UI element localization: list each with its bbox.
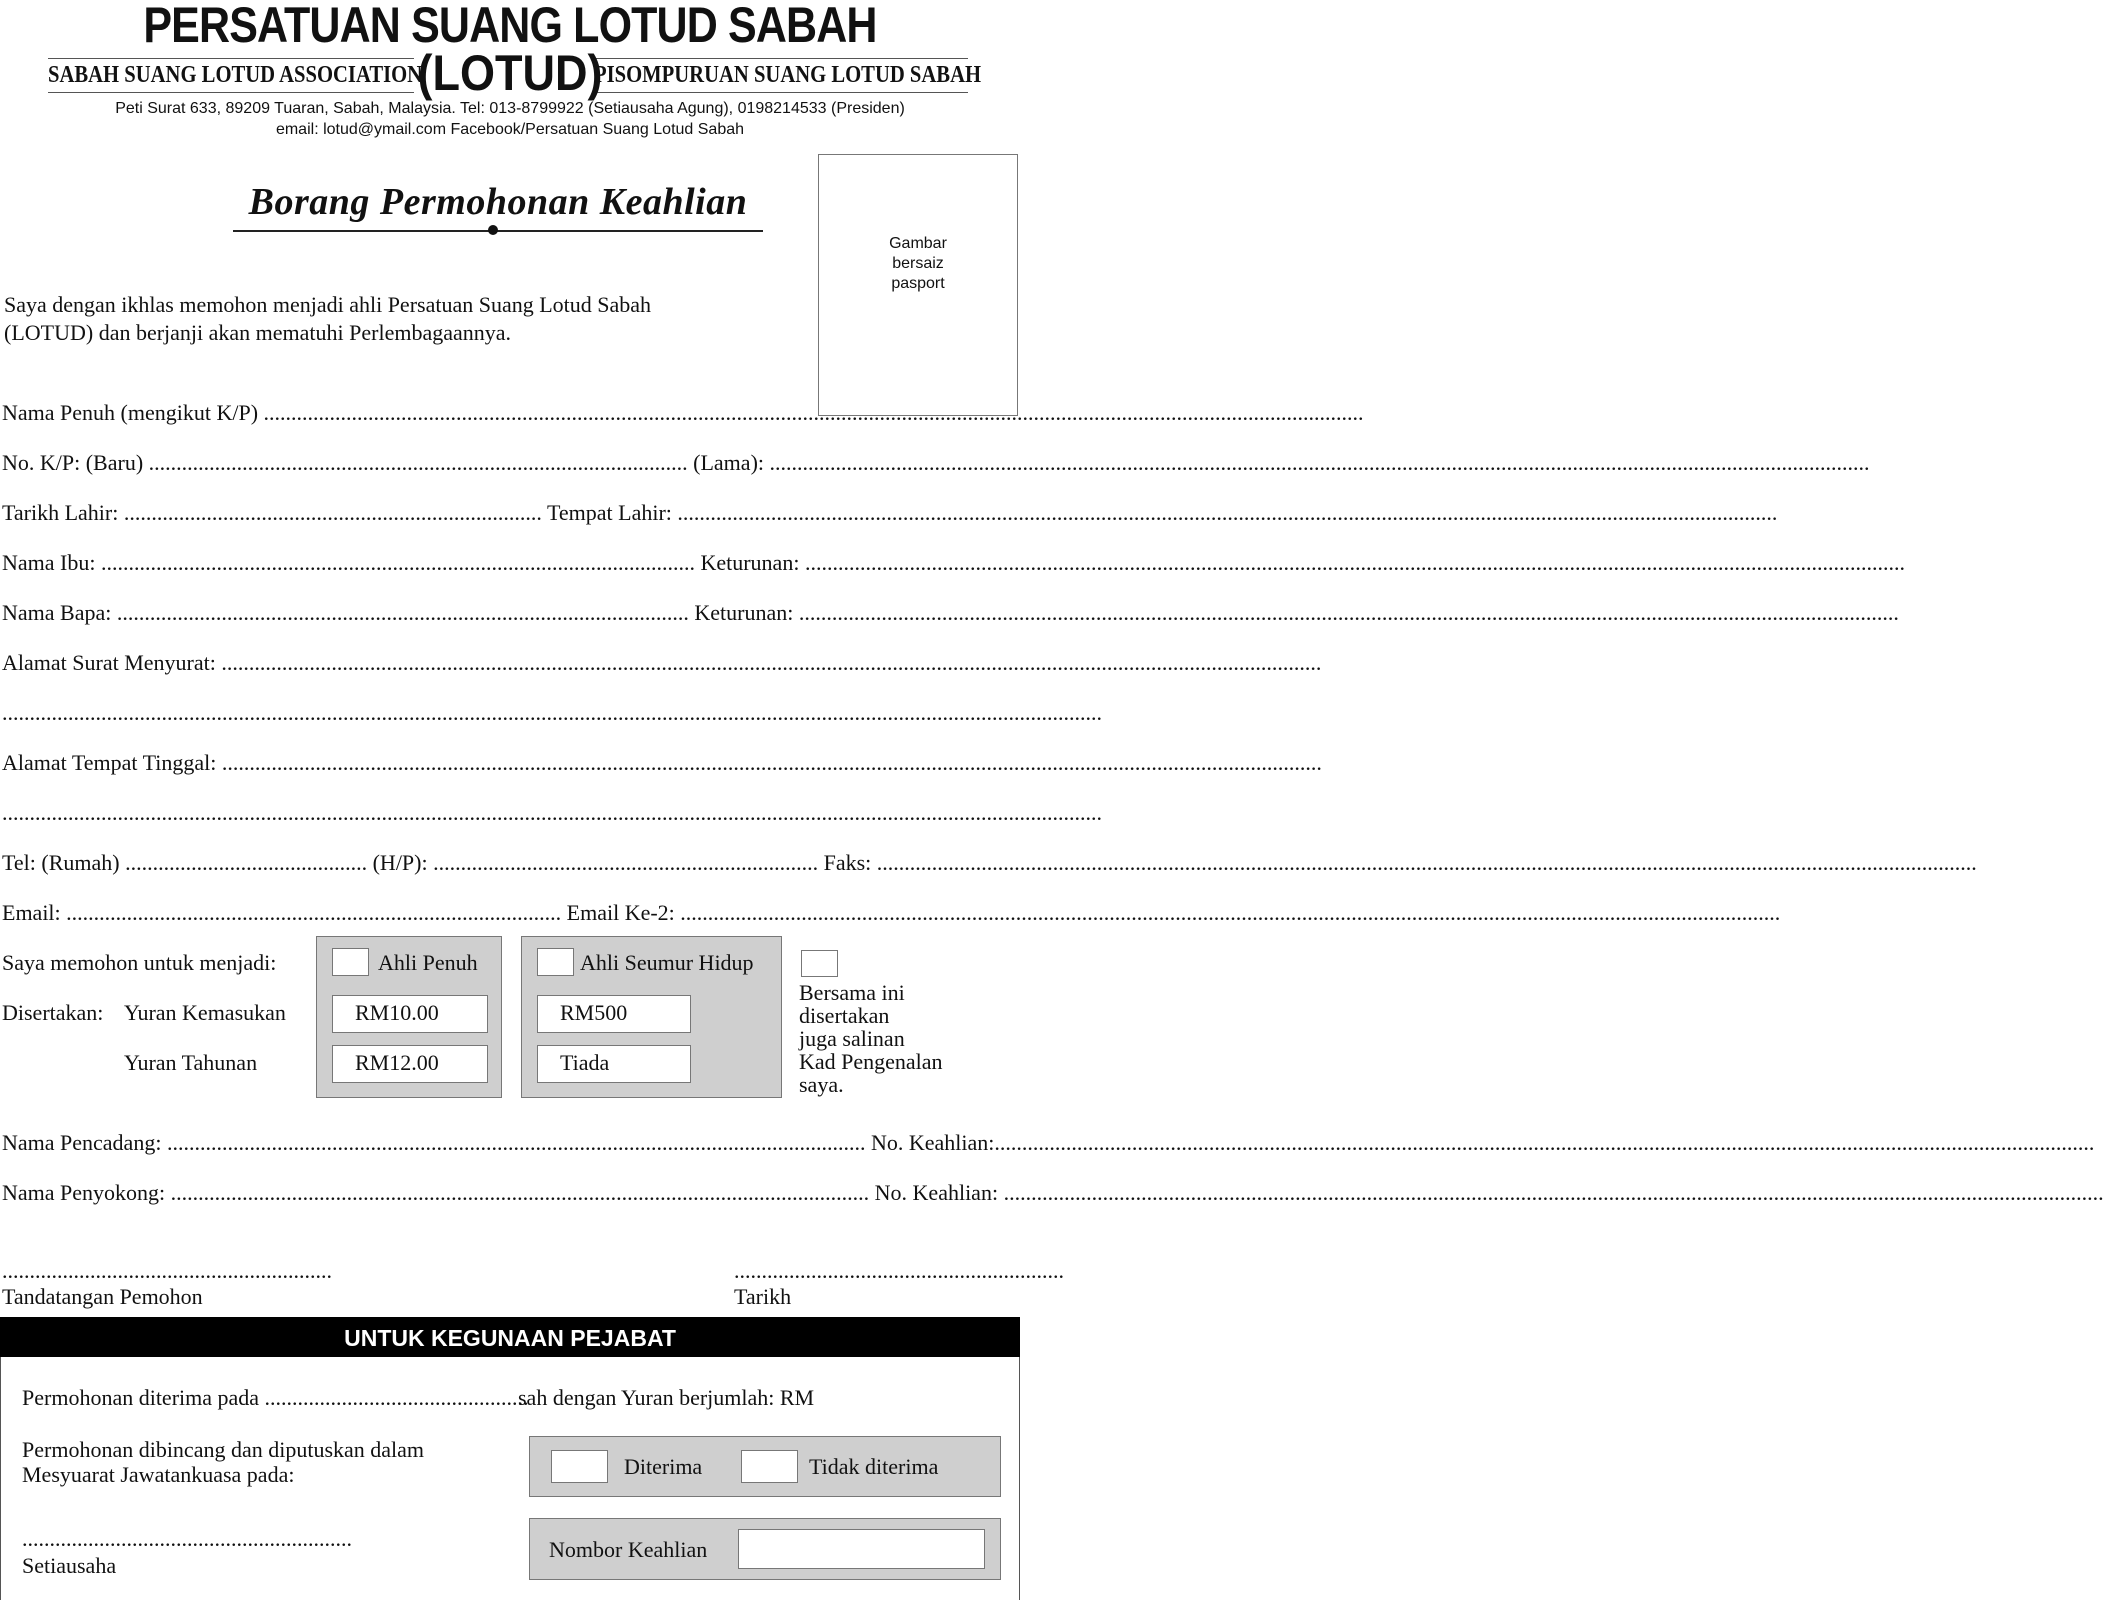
intro-line-1: Saya dengan ikhlas memohon menjadi ahli Persatuan Suang Lotud Sabah [4,292,652,317]
mother-ethnicity-dotted-line[interactable]: ........................................................................................................................................................................................................ [804,550,1905,575]
title-ornament-dot [488,225,498,235]
email-dotted-line[interactable]: .......................................................................................... [66,900,562,925]
full-name-row[interactable] [2,400,1364,426]
ic-note-line: Bersama ini [799,980,905,1005]
received-on-label: Permohonan diterima pada [22,1385,260,1410]
fee-total-label: sah dengan Yuran berjumlah: RM [518,1385,815,1410]
mailing-address-row[interactable] [2,650,1322,676]
father-ethnicity-dotted-line[interactable]: ........................................................................................................................................................................................................ [798,600,1899,625]
life-member-label: Ahli Seumur Hidup [580,950,754,975]
accepted-label: Diterima [624,1454,703,1479]
full-member-entry-fee: RM10.00 [332,995,488,1033]
fax-label: Faks: [823,850,872,875]
date-signature-line[interactable] [734,1258,1064,1284]
birth-place-label: Tempat Lahir: [546,500,672,525]
email2-label: Email Ke-2: [566,900,675,925]
life-member-checkbox[interactable] [537,948,574,976]
secretary-signature-line[interactable] [22,1526,352,1552]
email-row[interactable] [2,900,1781,926]
birth-date-label: Tarikh Lahir: [2,500,119,525]
life-member-entry-fee: RM500 [537,995,691,1033]
attached-label: Disertakan: [2,1000,104,1025]
mobile-phone-label: (H/P): [372,850,428,875]
ic-new-dotted-line[interactable]: .................................................................................................. [148,450,688,475]
seconder-row[interactable] [2,1180,2104,1206]
proposer-row[interactable] [2,1130,2095,1156]
organization-abbreviation: (LOTUD) [417,45,603,101]
fax-dotted-line[interactable]: ........................................................................................................................................................................................................ [876,850,1977,875]
applicant-signature-line[interactable] [2,1258,332,1284]
seconder-member-no-label: No. Keahlian: [874,1180,999,1205]
applicant-signature-label: Tandatangan Pemohon [2,1284,203,1309]
ic-copy-checkbox[interactable] [801,950,838,977]
rejected-label: Tidak diterima [809,1454,939,1479]
father-ethnicity-label: Keturunan: [694,600,794,625]
residential-address-row[interactable] [2,750,1322,776]
father-name-dotted-line[interactable]: ........................................................................................................ [116,600,689,625]
life-member-annual-fee: Tiada [537,1045,691,1083]
proposer-member-no-label: No. Keahlian: [870,1130,995,1155]
proposer-dotted-line[interactable]: ............................................................................................................................... [166,1130,866,1155]
organization-address: Peti Surat 633, 89209 Tuaran, Sabah, Malaysia. Tel: 013-8799922 (Setiausaha Agung), 0198214533 (Presiden) [115,100,905,117]
phone-row[interactable] [2,850,1977,876]
member-number-input[interactable] [738,1529,985,1569]
birth-date-dotted-line[interactable]: ............................................................................ [123,500,542,525]
member-number-label: Nombor Keahlian [549,1537,708,1562]
full-member-label: Ahli Penuh [378,950,478,975]
entry-fee-label: Yuran Kemasukan [124,1000,286,1025]
birth-row[interactable] [2,500,1778,526]
ic-new-label: No. K/P: (Baru) [2,450,144,475]
birth-place-dotted-line[interactable]: ........................................................................................................................................................................................................ [677,500,1778,525]
date-label: Tarikh [734,1284,792,1309]
title-underline [233,230,763,232]
applicant-signature-dots[interactable]: ............................................................ [2,1258,332,1283]
ic-note-line: saya. [799,1072,844,1097]
organization-english-name: SABAH SUANG LOTUD ASSOCIATION [48,62,423,88]
mother-name-label: Nama Ibu: [2,550,96,575]
seconder-dotted-line[interactable]: ............................................................................................................................... [170,1180,870,1205]
ic-note-line: disertakan [799,1003,890,1028]
mother-ethnicity-label: Keturunan: [700,550,800,575]
residential-address-row-2[interactable] [2,800,1102,826]
residential-address-dotted-line[interactable]: ........................................................................................................................................................................................................ [221,750,1322,775]
apply-as-label: Saya memohon untuk menjadi: [2,950,277,975]
full-name-dotted-line[interactable]: ........................................................................................................................................................................................................ [263,400,1364,425]
secretary-signature-dots[interactable]: ............................................................ [22,1526,352,1551]
full-member-annual-fee: RM12.00 [332,1045,488,1083]
seconder-member-no-dotted-line[interactable]: ........................................................................................................................................................................................................ [1003,1180,2104,1205]
residential-address-dotted-line-2[interactable]: ........................................................................................................................................................................................................ [2,800,1102,825]
mobile-phone-dotted-line[interactable]: ...................................................................... [433,850,819,875]
mailing-address-row-2[interactable] [2,700,1102,726]
accepted-checkbox[interactable] [551,1450,608,1483]
ic-note-line: Kad Pengenalan [799,1049,943,1074]
received-on-row[interactable] [22,1385,529,1411]
ic-old-dotted-line[interactable]: ........................................................................................................................................................................................................ [769,450,1870,475]
annual-fee-label: Yuran Tahunan [124,1050,258,1075]
office-use-title: UNTUK KEGUNAAN PEJABAT [0,1317,1020,1357]
home-phone-dotted-line[interactable]: ............................................ [125,850,368,875]
father-name-label: Nama Bapa: [2,600,112,625]
rejected-checkbox[interactable] [741,1450,798,1483]
proposer-label: Nama Pencadang: [2,1130,162,1155]
passport-photo-label: Gambar bersaiz pasport [889,235,947,292]
email-label: Email: [2,900,61,925]
organization-contact: email: lotud@ymail.com Facebook/Persatuan Suang Lotud Sabah [275,121,745,138]
email2-dotted-line[interactable]: ........................................................................................................................................................................................................ [680,900,1781,925]
received-on-dotted-line[interactable]: ................................................ [264,1385,529,1410]
secretary-label: Setiausaha [22,1553,117,1578]
intro-line-2: (LOTUD) dan berjanji akan mematuhi Perlembagaannya. [4,320,512,345]
date-signature-dots[interactable]: ............................................................ [734,1258,1064,1283]
ic-copy-note [799,981,943,1096]
residential-address-label: Alamat Tempat Tinggal: [2,750,217,775]
mother-row[interactable] [2,550,1905,576]
mailing-address-label: Alamat Surat Menyurat: [2,650,216,675]
seconder-label: Nama Penyokong: [2,1180,166,1205]
full-name-label: Nama Penuh (mengikut K/P) [2,400,259,425]
father-row[interactable] [2,600,1899,626]
home-phone-label: Tel: (Rumah) [2,850,120,875]
form-title: Borang Permohonan Keahlian [248,181,748,223]
discussed-line-2: Mesyuarat Jawatankuasa pada: [22,1462,295,1487]
discussed-line-1: Permohonan dibincang dan diputuskan dalam [22,1437,425,1462]
ic-note-line: juga salinan [799,1026,905,1051]
ic-old-label: (Lama): [693,450,765,475]
organization-name: PERSATUAN SUANG LOTUD SABAH [143,0,877,53]
ic-row[interactable] [2,450,1870,476]
mother-name-dotted-line[interactable]: ............................................................................................................ [100,550,695,575]
mailing-address-dotted-line[interactable]: ........................................................................................................................................................................................................ [221,650,1322,675]
proposer-member-no-dotted-line[interactable]: ........................................................................................................................................................................................................ [994,1130,2095,1155]
full-member-checkbox[interactable] [332,948,369,976]
organization-local-name: PISOMPURUAN SUANG LOTUD SABAH [594,62,982,88]
mailing-address-dotted-line-2[interactable]: ........................................................................................................................................................................................................ [2,700,1102,725]
